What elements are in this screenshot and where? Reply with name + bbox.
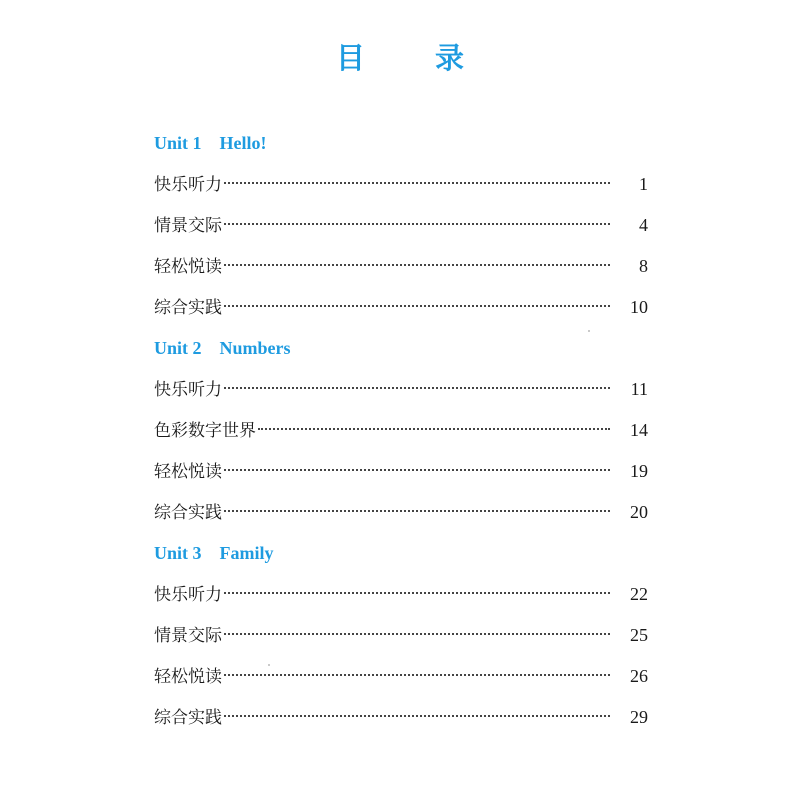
entry-page-number: 26 — [630, 666, 648, 686]
toc-entry[interactable] — [154, 499, 648, 525]
entry-label: 色彩数字世界 — [154, 421, 256, 441]
entry-page-number: 14 — [630, 420, 648, 440]
entry-label: 情景交际 — [154, 626, 222, 646]
dot-leader — [224, 264, 610, 266]
dot-leader — [224, 469, 610, 471]
dot-leader — [224, 674, 610, 676]
dot-leader — [258, 428, 610, 430]
unit-heading: Unit 3 Family — [154, 543, 274, 563]
entry-page-number: 19 — [630, 461, 648, 481]
paper-speck — [588, 330, 590, 332]
dot-leader — [224, 182, 610, 184]
toc-entry[interactable] — [154, 458, 648, 484]
entry-label: 综合实践 — [154, 298, 222, 318]
entry-label: 情景交际 — [154, 216, 222, 236]
entry-page-number: 29 — [630, 707, 648, 727]
entry-label: 快乐听力 — [154, 380, 222, 400]
entry-page-number: 8 — [639, 256, 648, 276]
dot-leader — [224, 592, 610, 594]
toc-entry[interactable] — [154, 171, 648, 197]
toc-entry[interactable] — [154, 417, 648, 443]
unit-heading: Unit 1 Hello! — [154, 133, 267, 153]
entry-label: 轻松悦读 — [154, 462, 222, 482]
toc-entry[interactable] — [154, 581, 648, 607]
toc-entry[interactable] — [154, 622, 648, 648]
unit-heading: Unit 2 Numbers — [154, 338, 291, 358]
entry-label: 快乐听力 — [154, 585, 222, 605]
dot-leader — [224, 223, 610, 225]
toc-entry[interactable] — [154, 253, 648, 279]
page-title: 目 录 — [335, 41, 495, 75]
toc-entry[interactable] — [154, 212, 648, 238]
entry-page-number: 10 — [630, 297, 648, 317]
entry-label: 综合实践 — [154, 708, 222, 728]
entry-page-number: 22 — [630, 584, 648, 604]
entry-page-number: 25 — [630, 625, 648, 645]
dot-leader — [224, 633, 610, 635]
entry-label: 综合实践 — [154, 503, 222, 523]
toc-entry[interactable] — [154, 294, 648, 320]
dot-leader — [224, 387, 610, 389]
toc-entry[interactable] — [154, 376, 648, 402]
entry-page-number: 20 — [630, 502, 648, 522]
entry-page-number: 11 — [630, 379, 648, 399]
entry-page-number: 4 — [639, 215, 648, 235]
toc-entry[interactable] — [154, 663, 648, 689]
entry-label: 轻松悦读 — [154, 667, 222, 687]
dot-leader — [224, 715, 610, 717]
entry-page-number: 1 — [639, 174, 648, 194]
toc-entry[interactable] — [154, 704, 648, 730]
paper-speck — [268, 664, 270, 666]
dot-leader — [224, 305, 610, 307]
dot-leader — [224, 510, 610, 512]
entry-label: 轻松悦读 — [154, 257, 222, 277]
entry-label: 快乐听力 — [154, 175, 222, 195]
